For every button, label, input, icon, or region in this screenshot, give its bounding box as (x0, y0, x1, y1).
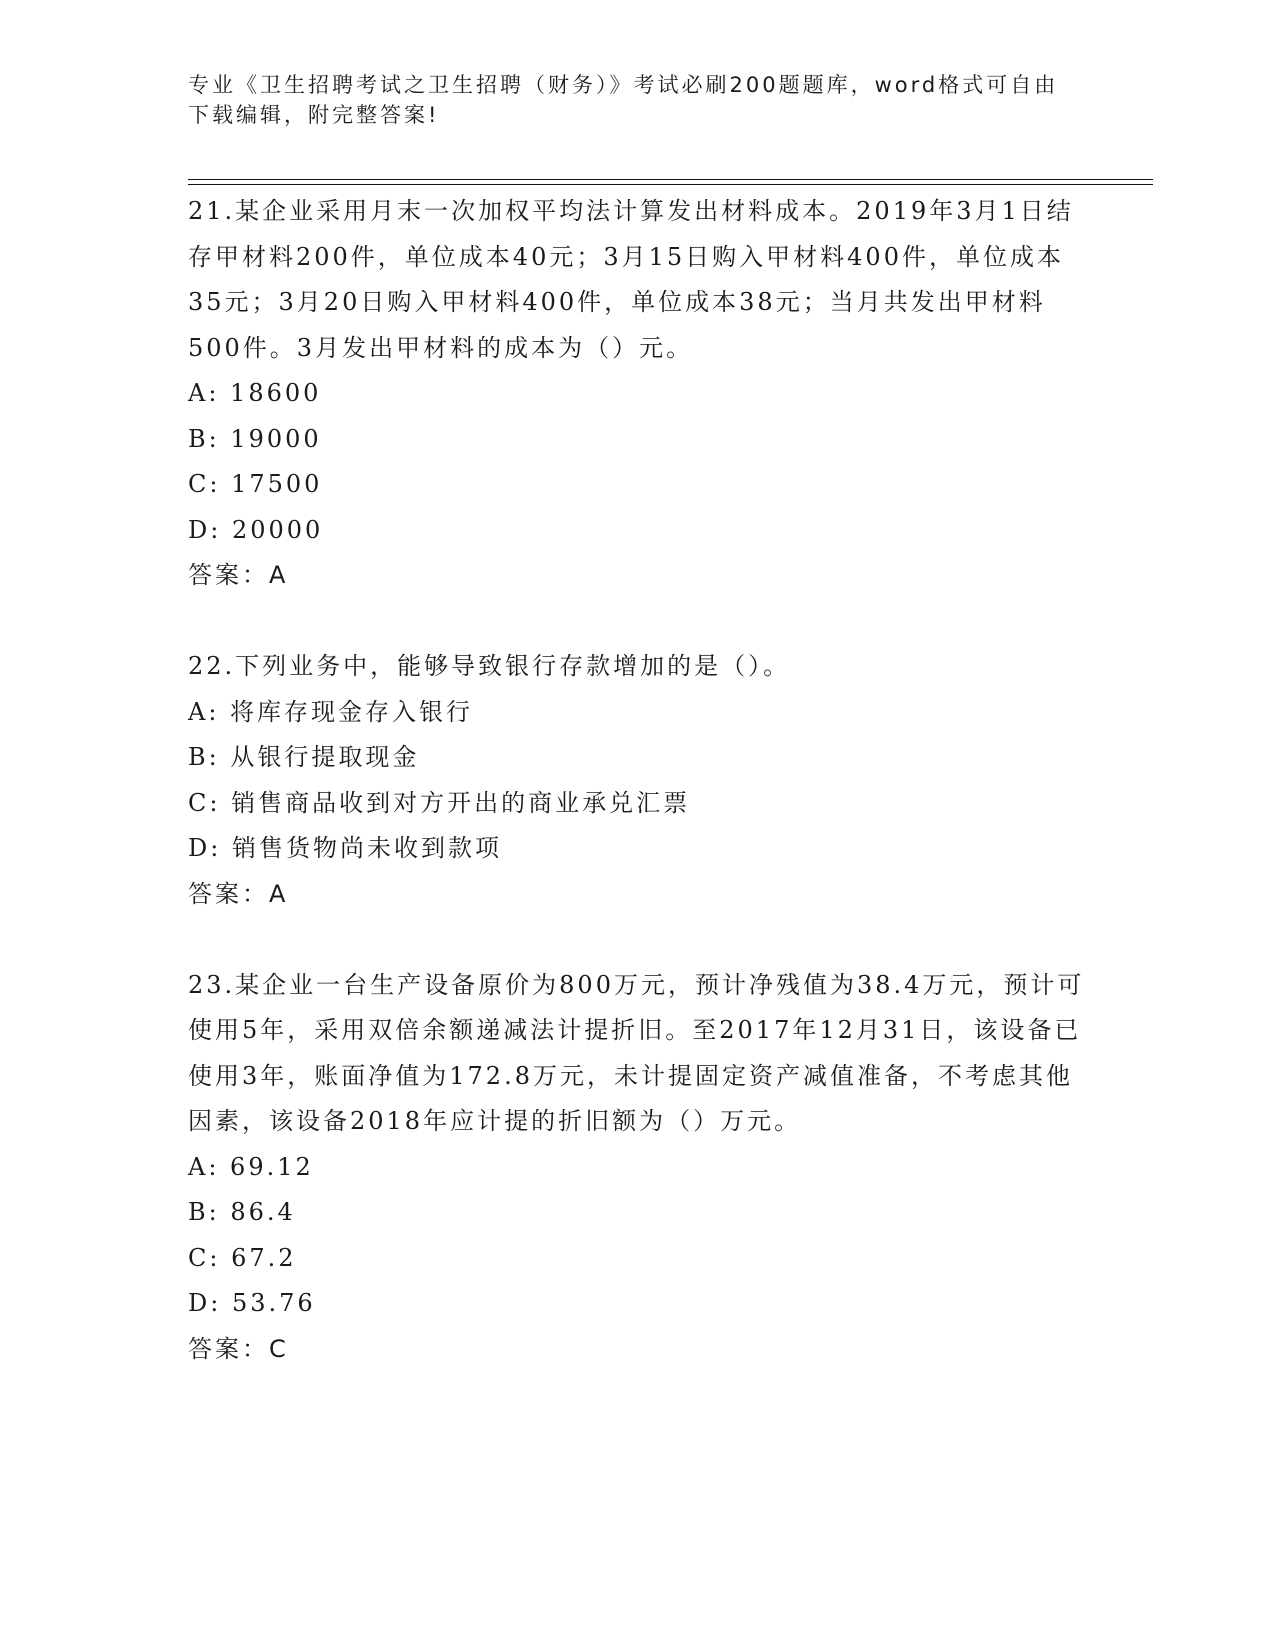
option-a: A: 18600 (188, 379, 322, 407)
header-title: 专业《卫生招聘考试之卫生招聘（财务）》考试必刷200题题库，word格式可自由下载编辑，附完整答案! (188, 73, 1059, 127)
header-divider-top (188, 179, 1153, 180)
option-a: A: 将库存现金存入银行 (188, 697, 474, 726)
option-c: C: 17500 (188, 470, 323, 498)
question-list (188, 189, 1088, 1372)
option-c: C: 67.2 (188, 1243, 297, 1272)
question-22 (188, 644, 1088, 917)
question-stem: 21.某企业采用月末一次加权平均法计算发出材料成本。2019年3月1日结存甲材料200件，单位成本40元；3月15日购入甲材料400件，单位成本35元；3月20日购入甲材料400件，单位成本38元；当月共发出甲材料500件。3月发出甲材料的成本为（）元。 (188, 197, 1074, 362)
question-23 (188, 963, 1088, 1373)
header-divider-bottom (188, 184, 1153, 185)
answer: 答案：A (188, 561, 289, 589)
question-21 (188, 189, 1088, 599)
answer: 答案：A (188, 879, 289, 908)
question-stem: 23.某企业一台生产设备原价为800万元，预计净残值为38.4万元，预计可使用5年，采用双倍余额递减法计提折旧。至2017年12月31日，该设备已使用3年，账面净值为172.8万元，未计提固定资产减值准备，不考虑其他因素，该设备2018年应计提的折旧额为（）万元。 (188, 970, 1085, 1135)
option-b: B: 19000 (188, 424, 322, 453)
question-stem: 22.下列业务中，能够导致银行存款增加的是（）。 (188, 652, 791, 680)
question-spacer (188, 917, 1088, 963)
answer: 答案：C (188, 1334, 289, 1363)
option-d: D: 销售货物尚未收到款项 (188, 834, 502, 862)
option-c: C: 销售商品收到对方开出的商业承兑汇票 (188, 788, 691, 817)
option-b: B: 从银行提取现金 (188, 743, 420, 771)
question-spacer (188, 599, 1088, 645)
option-d: D: 20000 (188, 515, 324, 544)
option-d: D: 53.76 (188, 1289, 316, 1317)
option-b: B: 86.4 (188, 1198, 296, 1226)
option-a: A: 69.12 (188, 1152, 314, 1181)
document-header (188, 70, 1078, 130)
